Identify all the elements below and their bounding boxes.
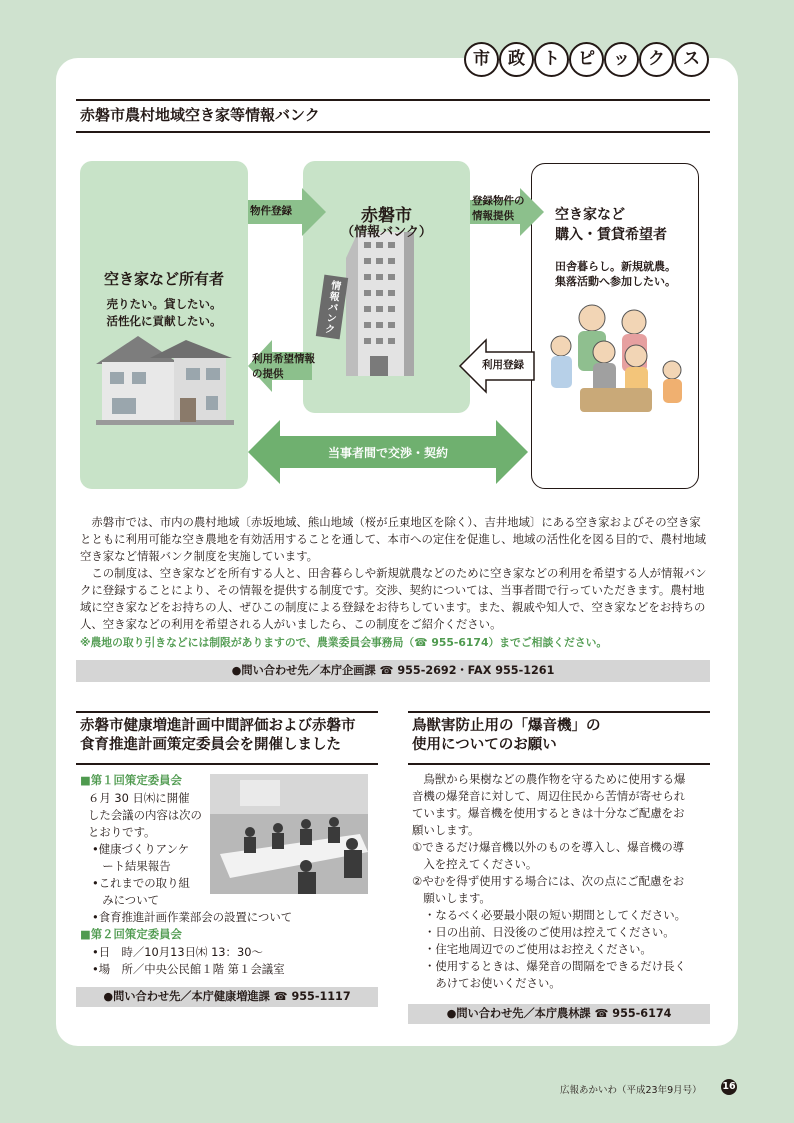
topic-char-7: ス	[674, 42, 709, 77]
article3-rule-top	[408, 711, 710, 713]
article3-intro	[412, 771, 712, 839]
page-number: 16	[721, 1079, 737, 1095]
meeting1-heading: ■第１回策定委員会	[80, 773, 182, 787]
article2-title-line-1: 赤磐市健康増進計画中間評価および赤磐市	[80, 718, 356, 734]
list-item: ・なるべく必要最小限の短い期間としてください。	[424, 908, 686, 922]
meeting1-list	[92, 841, 212, 909]
buyer-desc	[555, 259, 695, 289]
meeting1-text-line-1: ６月 30 日㈭に開催	[88, 791, 190, 805]
center-title: 赤磐市	[361, 206, 412, 226]
article3-rule-bottom	[408, 763, 710, 765]
article3-intro-line: 音機の爆発音に対して、周辺住民から苦情が寄せられ	[412, 789, 686, 803]
owner-title: 空き家など所有者	[103, 270, 224, 288]
list-item-line: •健康づくりアンケ	[92, 842, 190, 856]
list-item: ・日の出前、日没後のご使用は控えてください。	[424, 925, 675, 939]
owner-desc-line-2: 活性化に貢献したい。	[106, 314, 222, 328]
list-item	[92, 875, 212, 909]
list-item-line: ート結果報告	[102, 859, 171, 873]
article2-title	[80, 717, 356, 755]
list-item	[92, 841, 212, 875]
article2-contact: ●問い合わせ先／本庁健康増進課 ☎ 955-1117	[76, 987, 378, 1007]
meeting1-text	[88, 790, 214, 841]
list-item-line: •これまでの取り組	[92, 876, 190, 890]
article3-title-line-1: 鳥獣害防止用の「爆音機」の	[412, 718, 601, 734]
label-usage-info-line-2: の提供	[252, 368, 284, 380]
article3-point-1-line: 入を控えてください。	[423, 857, 538, 871]
topic-char-1: 市	[464, 42, 499, 77]
label-usage-info	[252, 352, 315, 382]
label-negotiation: 当事者間で交渉・契約	[327, 446, 448, 460]
article1-note: ※農地の取り引きなどには制限がありますので、農業委員会事務局（☎ 955-6174）までご相談ください。	[80, 636, 608, 649]
owner-desc	[80, 296, 248, 330]
list-item: •日 時／10月13日㈭ 13：30～	[92, 945, 263, 959]
article1-paragraph-2: この制度は、空き家などを所有する人と、田舎暮らしや新規就農などのために空き家などの利用を希望する人が情報バンクに登録することにより、その情報を提供する制度です。交渉、契約については、当事者間で行っていただきます。農村地域に空き家などをお持ちの人、ぜひこの制度による登録をお待ちしています。また、親戚や知人で、空き家などをお持ちの人、空き家などの利用を希望される人がいましたら、この制度をご紹介ください。	[80, 566, 707, 631]
label-usage-info-line-1: 利用希望情報	[252, 353, 315, 365]
article1-title: 赤磐市農村地域空き家等情報バンク	[80, 106, 320, 124]
topic-char-6: ク	[639, 42, 674, 77]
meeting1-text-line-3: とおりです。	[88, 825, 156, 839]
article3-point-2-line: 願いします。	[423, 891, 491, 905]
topic-char-4: ピ	[569, 42, 604, 77]
article3-point-1	[412, 839, 712, 873]
building-sign: 情報バンク	[324, 280, 342, 337]
article1-contact: ●問い合わせ先／本庁企画課 ☎ 955-2692・FAX 955-1261	[76, 660, 710, 682]
article3-point-2-line: ②やむを得ず使用する場合には、次の点にご配慮をお	[412, 874, 685, 888]
family-illustration	[551, 305, 682, 412]
footer-publication: 広報あかいわ（平成23年9月号）	[560, 1085, 702, 1096]
article3-point-2	[412, 873, 712, 907]
topic-char-5: ッ	[604, 42, 639, 77]
buyer-desc-line-2: 集落活動へ参加したい。	[555, 275, 676, 288]
house-illustration	[96, 336, 234, 425]
label-usage-registration: 利用登録	[482, 359, 524, 371]
article3-intro-line: ています。爆音機を使用するときは十分なご配慮をお	[412, 806, 685, 820]
label-property-registration: 物件登録	[250, 205, 292, 217]
article3-point-1-line: ①できるだけ爆音機以外のものを導入し、爆音機の導	[412, 840, 685, 854]
article3-intro-line: 願いします。	[412, 823, 480, 837]
meeting1-text-line-2: した会議の内容は次の	[88, 808, 202, 822]
meeting2-list	[92, 944, 382, 978]
buyer-title	[555, 205, 690, 245]
article2-rule-top	[76, 711, 378, 713]
label-registered-info-line-1: 登録物件の	[472, 195, 525, 207]
meeting-photo	[210, 774, 368, 894]
article2-title-line-2: 食育推進計画策定委員会を開催しました	[80, 737, 341, 753]
list-item-line: ・使用するときは、爆発音の間隔をできるだけ長く	[424, 959, 686, 973]
article3-title	[412, 717, 601, 755]
list-item-line: みについて	[102, 893, 159, 907]
label-registered-info	[472, 194, 525, 224]
label-registered-info-line-2: 情報提供	[472, 210, 514, 222]
center-subtitle: （情報バンク）	[341, 225, 432, 240]
meeting2-heading: ■第２回策定委員会	[80, 927, 182, 941]
list-item-line: あけてお使いください。	[435, 976, 561, 990]
buyer-desc-line-1: 田舎暮らし。新規就農。	[555, 260, 676, 273]
list-item: ・住宅地周辺でのご使用はお控えください。	[424, 942, 652, 956]
article2-rule-bottom	[76, 763, 378, 765]
meeting1-item-3: •食育推進計画作業部会の設置について	[92, 910, 293, 924]
list-item: •場 所／中央公民館１階 第１会議室	[92, 962, 285, 976]
buyer-title-line-1: 空き家など	[555, 207, 625, 223]
article3-contact: ●問い合わせ先／本庁農林課 ☎ 955-6174	[408, 1004, 710, 1024]
article3-bullets	[424, 907, 714, 992]
topic-char-2: 政	[499, 42, 534, 77]
article3-intro-line: 鳥獣から果樹などの農作物を守るために使用する爆	[423, 772, 686, 786]
list-item	[424, 958, 714, 992]
owner-desc-line-1: 売りたい。貸したい。	[106, 297, 222, 311]
buyer-title-line-2: 購入・賃貸希望者	[555, 227, 667, 243]
article3-title-line-2: 使用についてのお願い	[412, 737, 557, 753]
topic-char-3: ト	[534, 42, 569, 77]
article1-paragraph-1: 赤磐市では、市内の農村地域〔赤坂地域、熊山地域（桜が丘東地区を除く）、吉井地域〕にある空き家およびその空き家とともに利用可能な空き農地を有効活用することを通して、本市への定住を促進し、地域の活性化を図る目的で、農村地域空き家など情報バンク制度を実施しています。	[80, 515, 707, 563]
